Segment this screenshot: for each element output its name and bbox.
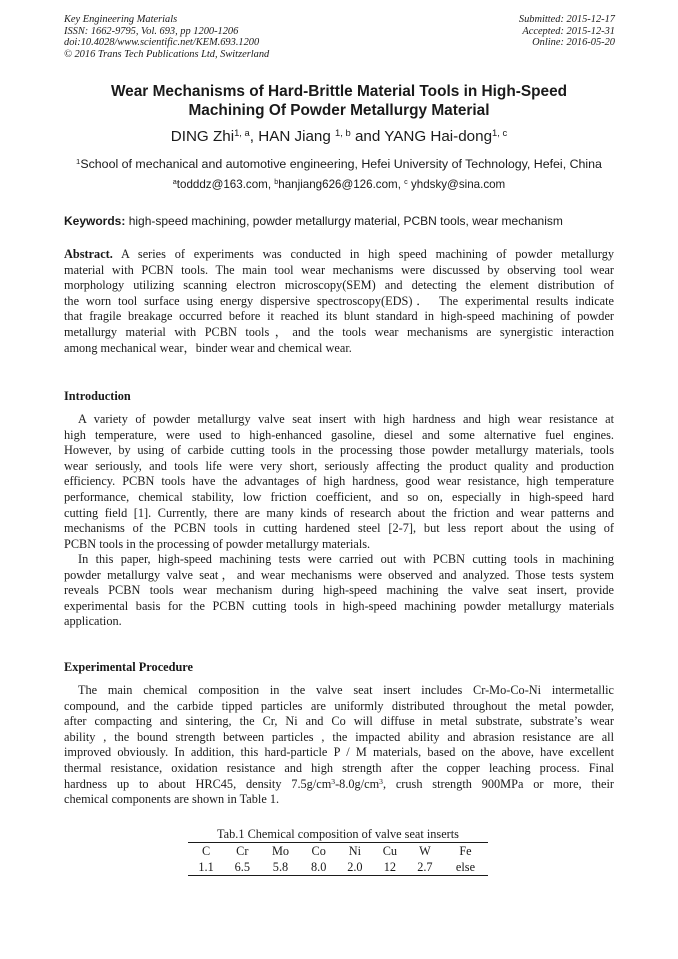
paragraph-line: high temperature, were used to high-enhanced gasoline, diesel and some alternative fuel engines.: [64, 427, 614, 442]
paragraph-line: mechanisms of the PCBN tools in cutting hardened steel [2-7], but less report about the using of: [64, 521, 614, 536]
journal-issn: ISSN: 1662-9795, Vol. 693, pp 1200-1206: [64, 25, 239, 37]
paragraph-line: efficiency. PCBN tools have the advantages of high hardness, good wear resistance, high temperature: [64, 474, 614, 489]
experimental-paragraph: [64, 683, 614, 808]
paragraph-line: ability , the bound strength between particles , the impacted ability and abrasion resistance are all: [64, 729, 614, 744]
paragraph-line: A variety of powder metallurgy valve seat insert with high hardness and high wear resistance at: [78, 412, 614, 426]
abstract-line: material with PCBN tools. The main tool wear mechanisms were discussed by observing tool wear: [64, 262, 614, 277]
email-b-marker: b: [274, 177, 279, 187]
title-line-2: Machining Of Powder Metallurgy Material: [188, 102, 490, 119]
table-header-cell: Ni: [348, 844, 362, 858]
abstract-line: the worn tool surface using energy dispersive spectroscopy(EDS)． The experimental results indicate: [64, 293, 614, 308]
introduction-heading: Introduction: [64, 389, 131, 403]
table-value-cell: 2.0: [347, 860, 363, 874]
paragraph-line: hardness up to about HRC45, density $7.5g/cm^3-8.0g/cm^3$, crush strength 900MPa or more, their: [64, 776, 614, 791]
table-header-cell: Cr: [236, 844, 249, 858]
table-bottom-rule: [188, 875, 488, 876]
accepted-date: Accepted: 2015-12-31: [522, 25, 615, 37]
author-separator-1: , HAN Jiang: [249, 128, 336, 145]
paragraph-line: thermal resistance, oxidation resistance and high strength after the copper leaching process. Final: [64, 760, 614, 775]
submitted-date: Submitted: 2015-12-17: [518, 14, 615, 25]
table-header-row: [188, 843, 488, 859]
table-value-cell: 1.1: [198, 860, 214, 874]
paragraph-line: application.: [64, 614, 122, 629]
journal-doi: doi:10.4028/www.scientific.net/KEM.693.1200: [64, 37, 260, 49]
composition-table: [188, 827, 488, 876]
paragraph-line: powder metallurgy valve seat，and wear mechanisms were observed and analyzed. Those tests system: [64, 567, 614, 582]
paragraph-line: cutting field [1]. Currently, there are many kinds of research about the friction and wear patterns and: [64, 505, 614, 520]
keywords-label: Keywords:: [64, 214, 126, 228]
table-header-cell: Fe: [459, 844, 472, 858]
title-line-1: Wear Mechanisms of Hard-Brittle Material Tools in High-Speed: [110, 83, 568, 100]
abstract-line: metallurgy material with PCBN tools，and the tools wear mechanisms are synergistic interaction: [64, 324, 614, 339]
table-value-cell: 8.0: [311, 860, 327, 874]
paragraph-line: compound, and the carbide tipped particles are uniformly distributed throughout the metal powder,: [64, 698, 614, 713]
table-grid: [188, 843, 488, 875]
paper-title: [60, 82, 618, 120]
author-1-affil: 1, a: [234, 126, 250, 138]
table-header-cell: Cu: [382, 844, 398, 858]
paragraph-line: reveals PCBN tools wear mechanism during high-speed machining the valve seat insert, provide: [64, 583, 614, 598]
paragraph-line: after compacting and sintering, the Cr, Ni and Co will diffuse in metal substrate, substrate’s wear: [64, 714, 614, 729]
abstract: [64, 247, 614, 356]
abstract-line: morphology utilizing scanning electron microscopy(SEM) and detecting the element distribution of: [64, 278, 614, 293]
journal-name: Key Engineering Materials: [64, 14, 178, 25]
abstract-label: Abstract.: [64, 247, 113, 261]
affiliation: [60, 156, 618, 172]
superscript-3: 3: [379, 776, 383, 786]
paragraph-line: The main chemical composition in the valve seat insert includes Cr-Mo-Co-Ni intermetallic: [78, 683, 614, 697]
table-value-cell: else: [455, 860, 476, 874]
table-value-cell: 6.5: [234, 860, 250, 874]
abstract-line: that fragile breakage occurred before it reached its blunt standard in high-speed machining of powder: [64, 309, 614, 324]
paragraph-line: chemical components are shown in Table 1.: [64, 792, 280, 807]
table-header-cell: Mo: [271, 844, 290, 858]
table-header-cell: C: [201, 844, 211, 858]
table-value-cell: 2.7: [417, 860, 433, 874]
table-value-row: [188, 859, 488, 875]
email-c-marker: c: [404, 177, 408, 187]
table-value-cell: 12: [383, 860, 397, 874]
online-date: Online: 2016-05-20: [532, 37, 615, 49]
keywords: [64, 213, 616, 229]
paragraph-line: PCBN tools in the processing of powder metallurgy materials.: [64, 536, 371, 551]
abstract-line: Abstract. A series of experiments was conducted in high speed machining of powder metallurgy: [64, 247, 614, 261]
email-a-marker: a: [172, 177, 177, 187]
email-a[interactable]: todddz@163.com,: [176, 178, 275, 191]
paragraph-line: improved obviously. In addition, this hard-particle P / M materials, based on the above, have excellent: [64, 745, 614, 760]
paragraph-line: experimental basis for the PCBN cutting tools in high-speed machining powder metallurgy materials: [64, 598, 614, 613]
journal-info: [64, 14, 269, 60]
author-list: [60, 128, 618, 146]
affiliation-text: School of mechanical and automotive engineering, Hefei University of Technology, Hefei, China: [80, 157, 602, 171]
experimental-heading: Experimental Procedure: [64, 660, 193, 674]
email-c[interactable]: yhdsky@sina.com: [407, 178, 506, 191]
paragraph-line: However, by using of carbide cutting tools in the processing those powder metallurgy materials, tools: [64, 443, 614, 458]
submission-dates: [519, 14, 615, 49]
paragraph-line: In this paper, high-speed machining tests were carried out with PCBN cutting tools in machining: [78, 552, 614, 566]
abstract-line: among mechanical wear，binder wear and chemical wear.: [64, 340, 352, 355]
table-caption: Tab.1 Chemical composition of valve seat inserts: [217, 827, 459, 841]
paragraph-line: wear seriously, and tools life were very short, seriously affecting the product quality and production: [64, 458, 614, 473]
author-1: DING Zhi: [170, 128, 235, 145]
author-emails: [60, 177, 618, 193]
introduction-paragraph-2: [64, 552, 614, 630]
table-value-cell: 5.8: [272, 860, 289, 874]
table-header-cell: Co: [311, 844, 326, 858]
introduction-paragraph-1: [64, 412, 614, 552]
author-3-affil: 1, c: [492, 126, 508, 138]
paragraph-line: performance, chemical stability, low friction coefficient, and so on, especially in high-speed hard: [64, 489, 614, 504]
table-header-cell: W: [419, 844, 431, 858]
keywords-text: high-speed machining, powder metallurgy material, PCBN tools, wear mechanism: [125, 214, 563, 228]
author-separator-2: and YANG Hai-dong: [350, 128, 493, 145]
affiliation-marker: 1: [76, 156, 81, 166]
author-2-affil: 1, b: [335, 126, 351, 138]
email-b[interactable]: hanjiang626@126.com,: [278, 178, 405, 191]
journal-copyright: © 2016 Trans Tech Publications Ltd, Switzerland: [64, 48, 270, 60]
superscript-3: 3: [331, 776, 336, 786]
